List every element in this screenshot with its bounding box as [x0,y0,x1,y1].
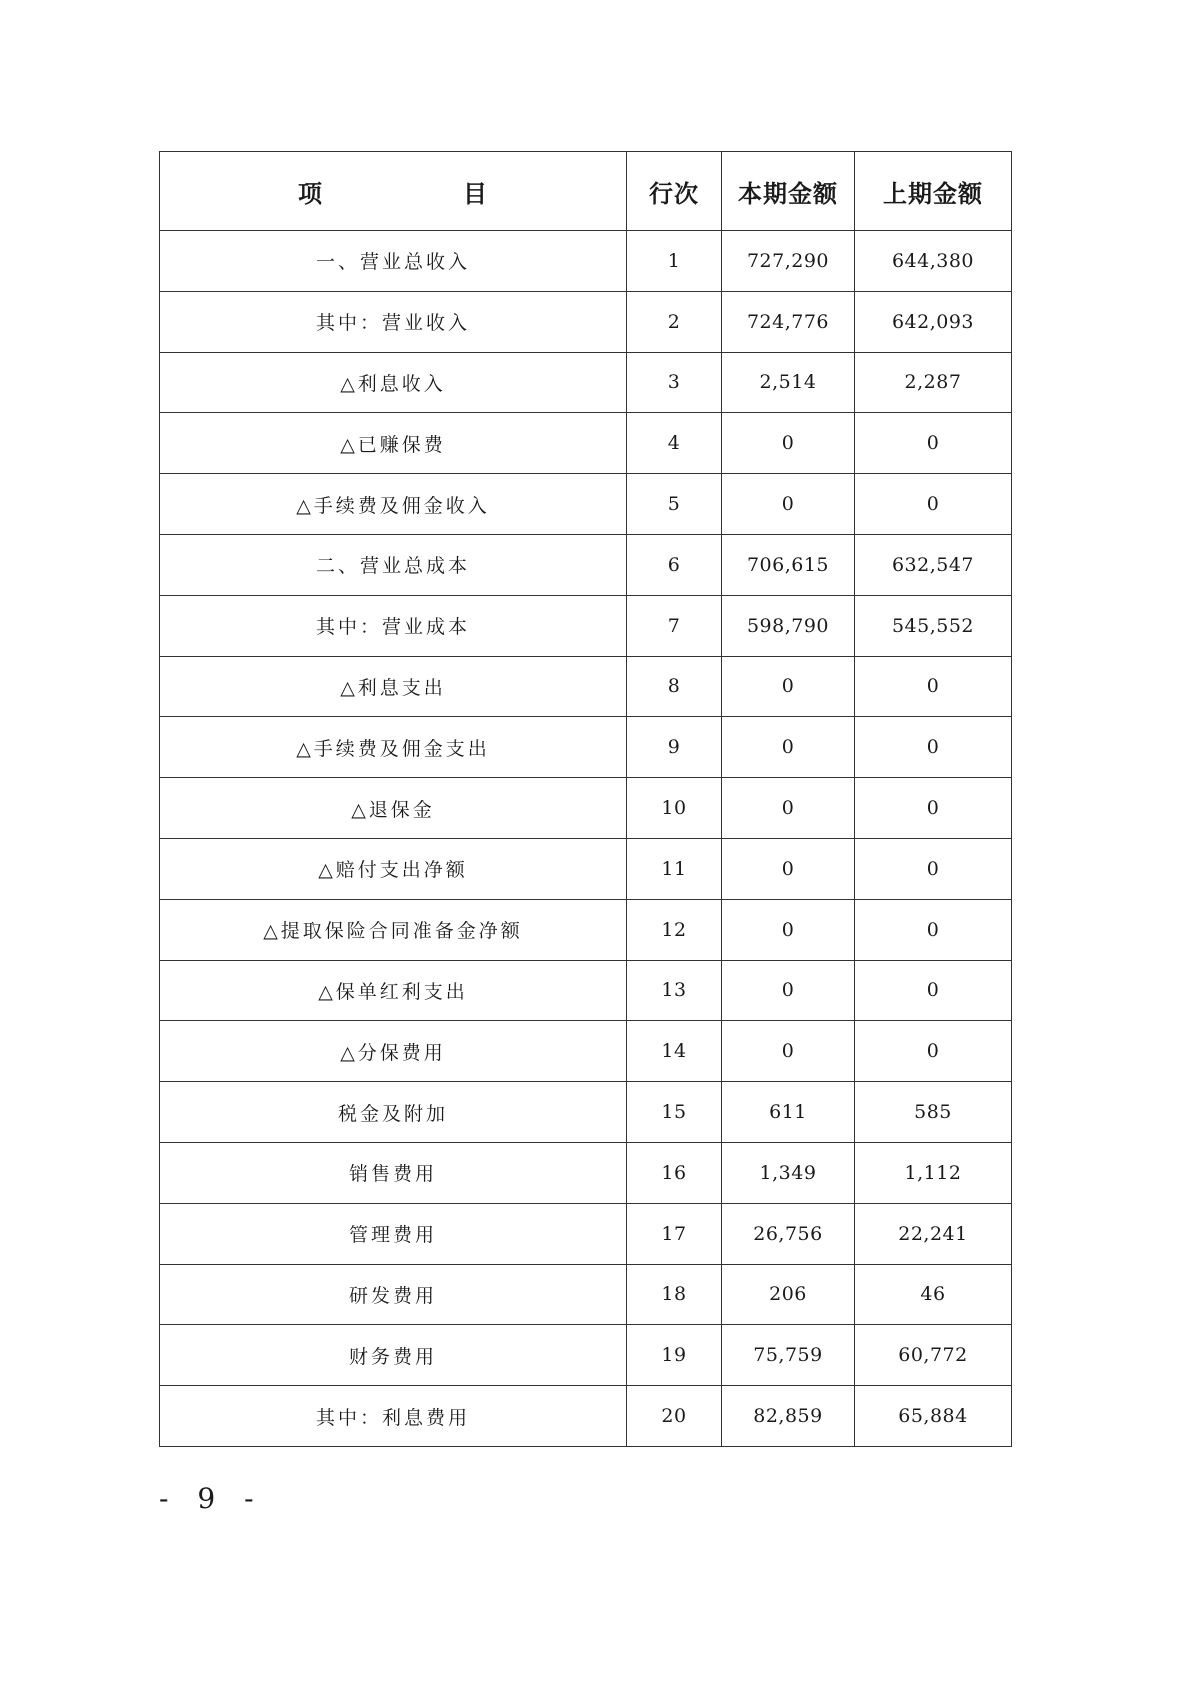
table-row [160,1142,1012,1203]
row-previous-amount: 0 [855,717,1012,778]
row-current-amount: 727,290 [722,231,855,292]
row-current-amount: 1,349 [722,1142,855,1203]
row-item-label: 一、营业总收入 [160,231,627,292]
row-line-no: 4 [627,413,722,474]
row-line-no: 2 [627,291,722,352]
row-item-label: 其中：营业收入 [160,291,627,352]
row-previous-amount: 46 [855,1264,1012,1325]
row-current-amount: 75,759 [722,1325,855,1386]
row-previous-amount: 644,380 [855,231,1012,292]
table-row [160,960,1012,1021]
row-item-label: 财务费用 [160,1325,627,1386]
table-row [160,534,1012,595]
table-row [160,1325,1012,1386]
row-line-no: 14 [627,1021,722,1082]
row-previous-amount: 545,552 [855,595,1012,656]
row-current-amount: 724,776 [722,291,855,352]
row-previous-amount: 0 [855,899,1012,960]
row-current-amount: 0 [722,656,855,717]
row-current-amount: 0 [722,413,855,474]
table-row [160,717,1012,778]
table-header-row [160,152,1012,231]
header-line-no: 行次 [627,152,722,231]
row-current-amount: 0 [722,474,855,535]
row-current-amount: 0 [722,899,855,960]
table-row [160,778,1012,839]
row-previous-amount: 0 [855,413,1012,474]
row-previous-amount: 0 [855,656,1012,717]
row-item-label: 其中：利息费用 [160,1386,627,1447]
table-row [160,838,1012,899]
row-line-no: 11 [627,838,722,899]
row-current-amount: 706,615 [722,534,855,595]
table-row [160,1203,1012,1264]
income-statement-table [159,151,1012,1447]
row-current-amount: 0 [722,1021,855,1082]
row-line-no: 8 [627,656,722,717]
row-previous-amount: 585 [855,1082,1012,1143]
row-item-label: △保单红利支出 [160,960,627,1021]
page-number: - 9 - [159,1482,264,1515]
row-item-label: △利息支出 [160,656,627,717]
table-row [160,474,1012,535]
row-item-label: 销售费用 [160,1142,627,1203]
row-item-label: 研发费用 [160,1264,627,1325]
table-row [160,1386,1012,1447]
row-previous-amount: 2,287 [855,352,1012,413]
table-row [160,656,1012,717]
row-previous-amount: 65,884 [855,1386,1012,1447]
header-current-amount: 本期金额 [722,152,855,231]
row-item-label: △分保费用 [160,1021,627,1082]
row-line-no: 9 [627,717,722,778]
table-row [160,1264,1012,1325]
row-item-label: 二、营业总成本 [160,534,627,595]
row-previous-amount: 0 [855,960,1012,1021]
row-line-no: 10 [627,778,722,839]
row-current-amount: 0 [722,717,855,778]
row-previous-amount: 0 [855,474,1012,535]
row-previous-amount: 642,093 [855,291,1012,352]
row-line-no: 13 [627,960,722,1021]
table-row [160,231,1012,292]
row-item-label: 其中：营业成本 [160,595,627,656]
row-line-no: 17 [627,1203,722,1264]
row-item-label: △已赚保费 [160,413,627,474]
row-item-label: △利息收入 [160,352,627,413]
row-line-no: 12 [627,899,722,960]
row-line-no: 1 [627,231,722,292]
row-current-amount: 82,859 [722,1386,855,1447]
header-item: 项 目 [160,152,627,231]
table-row [160,595,1012,656]
row-line-no: 15 [627,1082,722,1143]
row-current-amount: 598,790 [722,595,855,656]
table-row [160,413,1012,474]
table-row [160,899,1012,960]
row-previous-amount: 60,772 [855,1325,1012,1386]
table-row [160,1082,1012,1143]
table-row [160,352,1012,413]
row-item-label: 税金及附加 [160,1082,627,1143]
row-current-amount: 26,756 [722,1203,855,1264]
row-previous-amount: 1,112 [855,1142,1012,1203]
row-current-amount: 2,514 [722,352,855,413]
row-line-no: 18 [627,1264,722,1325]
row-current-amount: 0 [722,778,855,839]
row-line-no: 20 [627,1386,722,1447]
table-row [160,1021,1012,1082]
row-item-label: 管理费用 [160,1203,627,1264]
row-line-no: 5 [627,474,722,535]
row-current-amount: 0 [722,838,855,899]
row-previous-amount: 0 [855,838,1012,899]
row-current-amount: 206 [722,1264,855,1325]
row-line-no: 19 [627,1325,722,1386]
row-item-label: △提取保险合同准备金净额 [160,899,627,960]
row-item-label: △手续费及佣金支出 [160,717,627,778]
row-line-no: 7 [627,595,722,656]
row-previous-amount: 632,547 [855,534,1012,595]
row-previous-amount: 22,241 [855,1203,1012,1264]
row-line-no: 3 [627,352,722,413]
row-item-label: △赔付支出净额 [160,838,627,899]
row-line-no: 6 [627,534,722,595]
row-previous-amount: 0 [855,778,1012,839]
table-row [160,291,1012,352]
row-item-label: △手续费及佣金收入 [160,474,627,535]
row-current-amount: 611 [722,1082,855,1143]
row-item-label: △退保金 [160,778,627,839]
row-line-no: 16 [627,1142,722,1203]
row-current-amount: 0 [722,960,855,1021]
row-previous-amount: 0 [855,1021,1012,1082]
header-previous-amount: 上期金额 [855,152,1012,231]
